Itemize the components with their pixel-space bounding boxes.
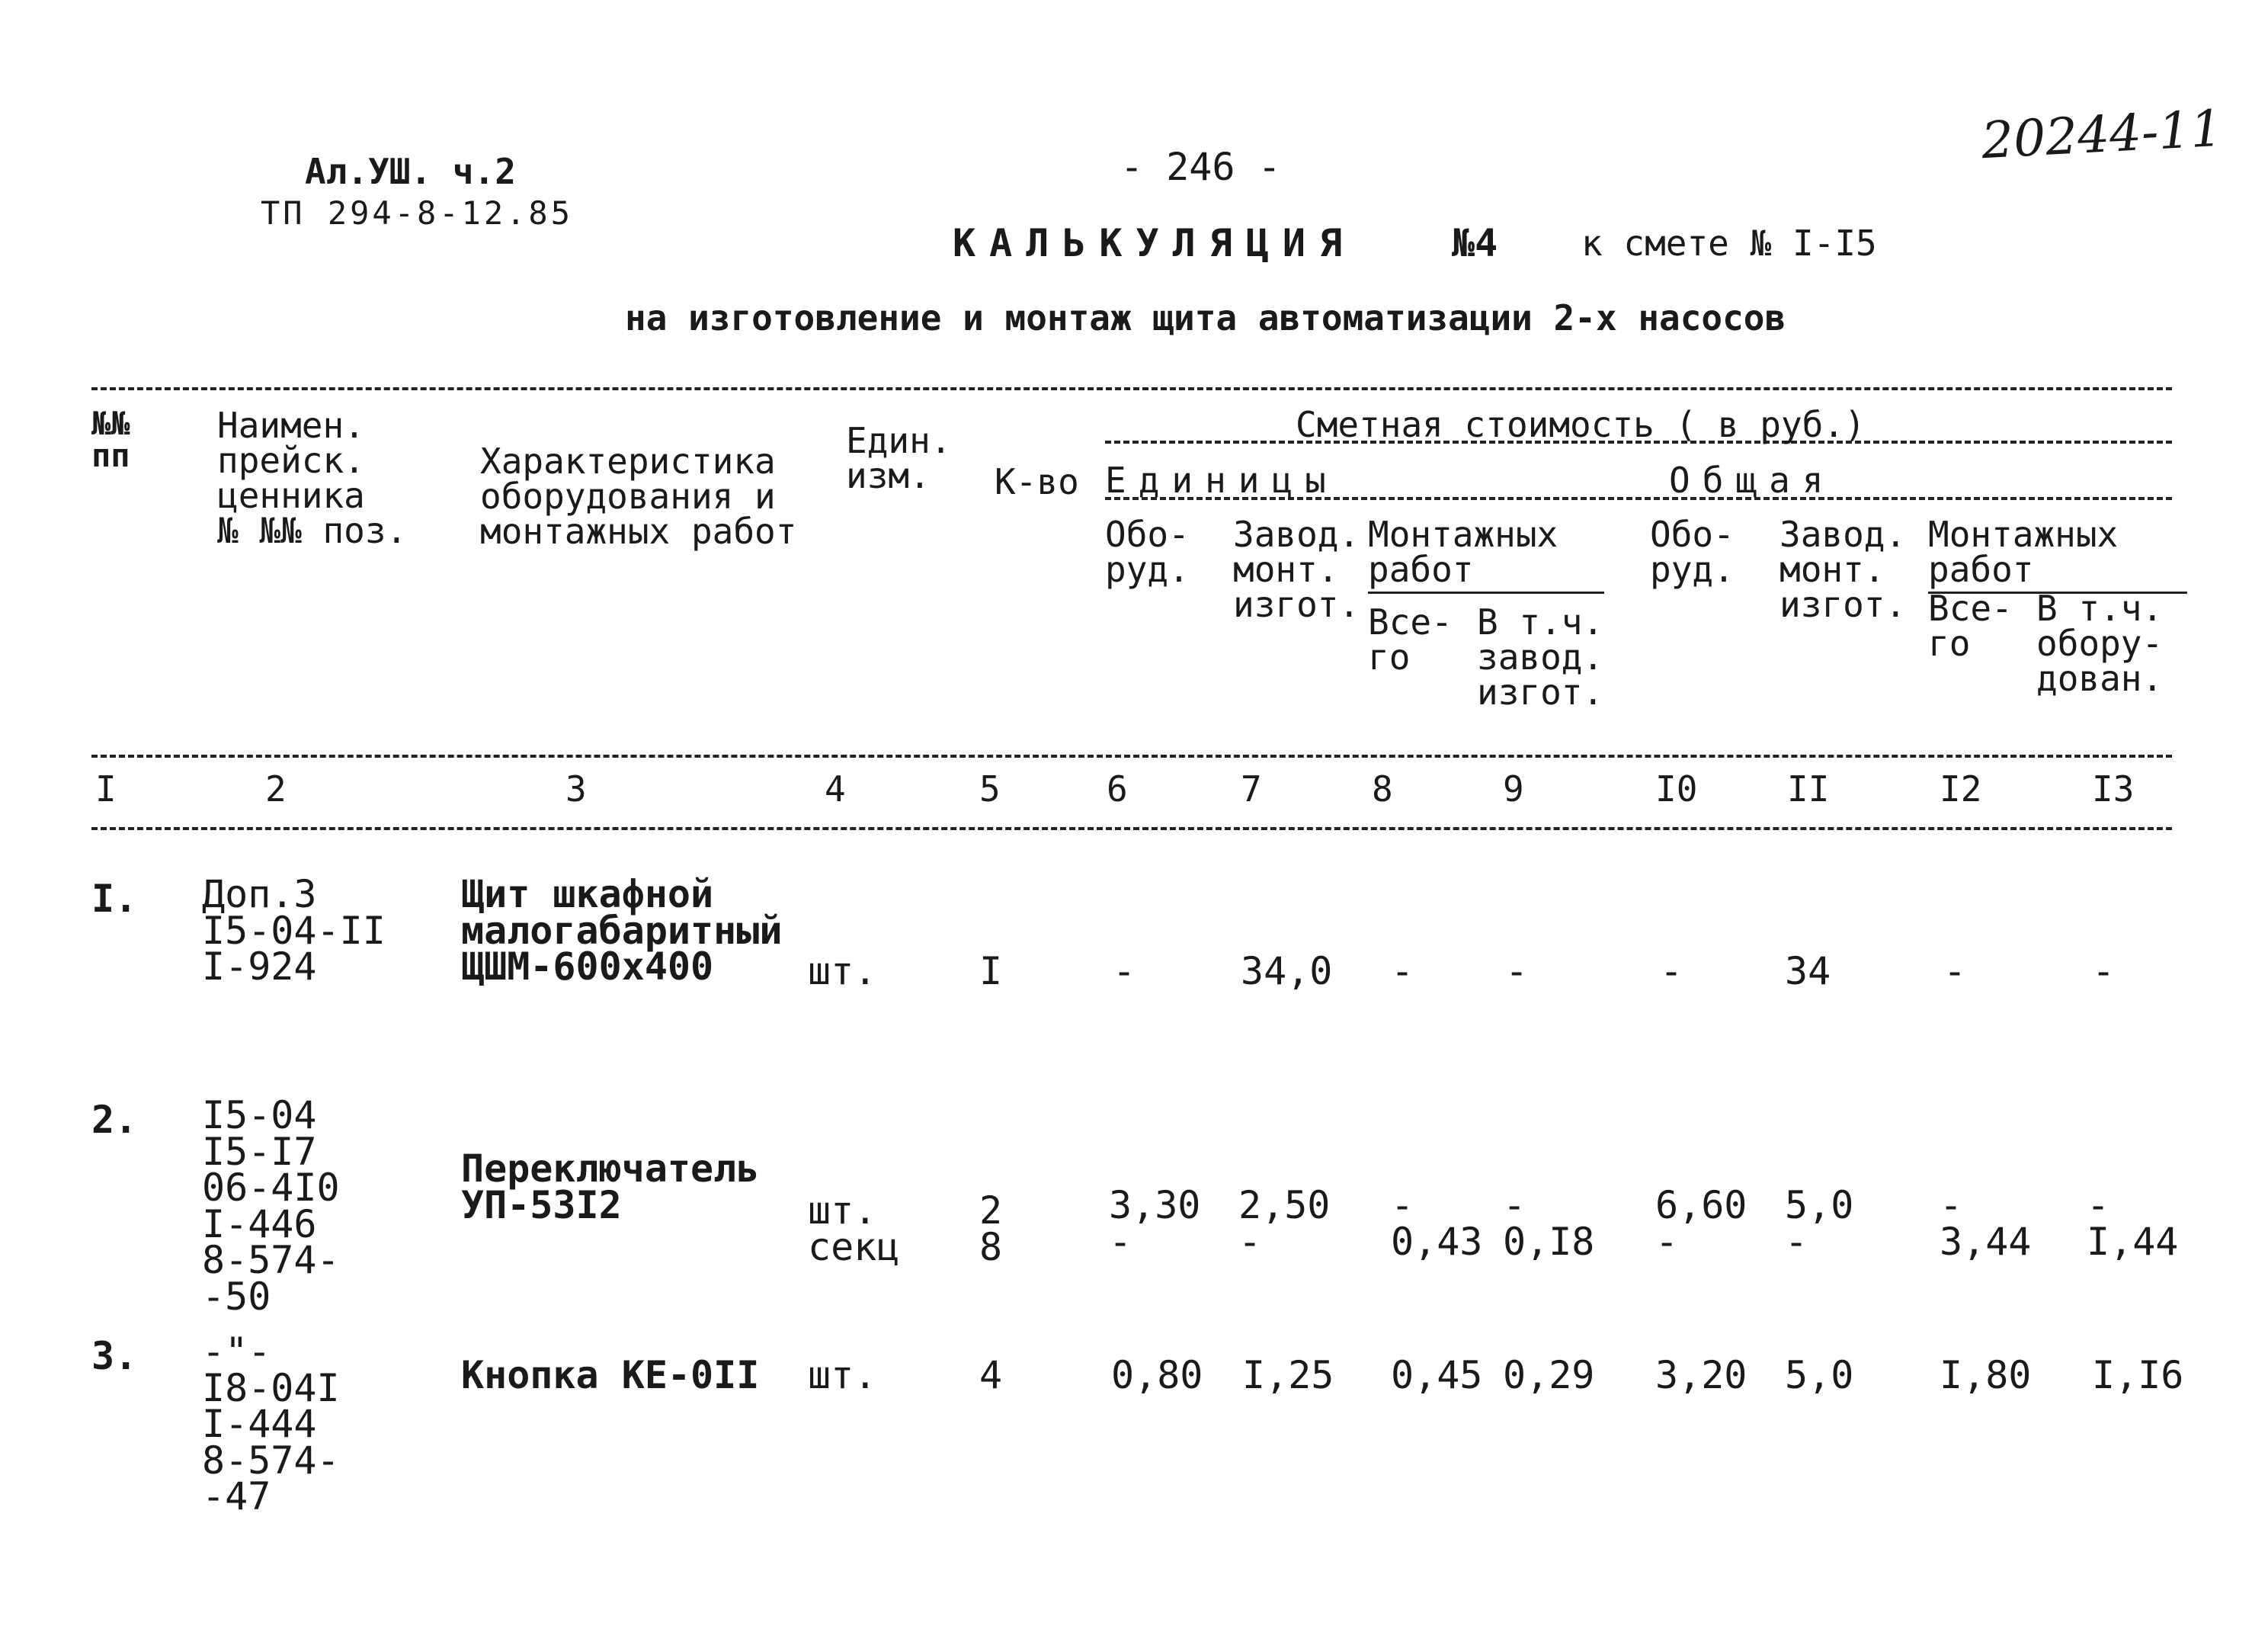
- header-col-qty: К-во: [995, 461, 1079, 502]
- row-c10: 3,20: [1655, 1353, 1747, 1397]
- calc-number: №4: [1452, 221, 1498, 265]
- row-description: Кнопка КЕ-0II: [461, 1353, 760, 1397]
- row-number: 3.: [91, 1334, 138, 1378]
- row-c13: -: [2092, 949, 2116, 993]
- colnum-1: I: [95, 768, 117, 810]
- row-c8: - 0,43: [1391, 1183, 1483, 1264]
- row-c13: - I,44: [2087, 1183, 2179, 1264]
- row-unit: шт. секц: [808, 1188, 900, 1269]
- row-c10: -: [1660, 949, 1683, 993]
- colnum-rule: [91, 827, 2172, 830]
- colnum-10: I0: [1655, 768, 1698, 810]
- unit-mount-rule: [1368, 592, 1604, 594]
- row-c9: -: [1505, 949, 1529, 993]
- row-c10: 6,60 -: [1655, 1183, 1747, 1264]
- row-code: Доп.3 I5-04-II I-924: [202, 872, 386, 989]
- colnum-2: 2: [265, 768, 287, 810]
- colnum-4: 4: [825, 768, 846, 810]
- colnum-8: 8: [1372, 768, 1393, 810]
- row-c7: 2,50 -: [1238, 1183, 1331, 1264]
- header-total-mount-incl: В т.ч. обору- дован.: [2036, 588, 2164, 699]
- colnum-6: 6: [1107, 768, 1128, 810]
- colnum-5: 5: [979, 768, 1001, 810]
- row-c12: -: [1943, 949, 1967, 993]
- header-col-code: Наимен. прейск. ценника № №№ поз.: [217, 405, 408, 551]
- row-unit: шт.: [808, 1353, 877, 1397]
- header-unit-mount-total: Все- го: [1368, 601, 1453, 678]
- row-c8: -: [1391, 949, 1414, 993]
- header-cost-group: Сметная стоимость ( в руб.): [1296, 404, 1866, 445]
- header-unit-mount: Монтажных работ: [1368, 514, 1558, 590]
- row-code: -"- I8-04I I-444 8-574- -47: [202, 1329, 340, 1518]
- estimate-ref: к смете № I-I5: [1581, 223, 1877, 264]
- row-c9: - 0,I8: [1503, 1183, 1595, 1264]
- header-col-unit: Един. изм.: [846, 420, 952, 496]
- row-qty: I: [979, 949, 1003, 993]
- header-col-num: №№ пп: [91, 405, 130, 474]
- colnum-12: I2: [1940, 768, 1982, 810]
- header-total-mount: Монтажных работ: [1928, 514, 2119, 590]
- colnum-11: II: [1787, 768, 1830, 810]
- row-unit: шт.: [808, 949, 877, 993]
- row-c6: 0,80: [1111, 1353, 1203, 1397]
- table-top-rule: [91, 387, 2172, 390]
- row-code: I5-04 I5-I7 06-4I0 I-446 8-574- -50: [202, 1093, 340, 1319]
- header-unit-equip: Обо- руд.: [1105, 514, 1190, 590]
- header-total-group: Общая: [1669, 460, 1836, 501]
- row-c7: 34,0: [1241, 949, 1333, 993]
- row-number: I.: [91, 877, 138, 921]
- row-c7: I,25: [1242, 1353, 1334, 1397]
- row-c11: 34: [1785, 949, 1831, 993]
- subtitle: на изготовление и монтаж щита автоматизации 2-х насосов: [625, 297, 1786, 338]
- header-col-desc: Характеристика оборудования и монтажных работ: [480, 441, 797, 552]
- doc-code: Ал.УШ. ч.2: [305, 151, 516, 192]
- project-code: ТП 294-8-12.85: [261, 194, 574, 232]
- header-bottom-rule: [91, 755, 2172, 758]
- header-total-factory: Завод. монт. изгот.: [1779, 514, 1907, 625]
- page-number: - 246 -: [1120, 145, 1281, 189]
- header-total-equip: Обо- руд.: [1650, 514, 1735, 590]
- row-qty: 4: [979, 1353, 1003, 1397]
- row-c12: - 3,44: [1940, 1183, 2032, 1264]
- row-description: Щит шкафной малогабаритный ЩШМ-600х400: [461, 872, 783, 989]
- row-qty: 2 8: [979, 1188, 1003, 1269]
- row-c13: I,I6: [2092, 1353, 2184, 1397]
- row-c11: 5,0: [1785, 1353, 1854, 1397]
- colnum-7: 7: [1241, 768, 1262, 810]
- header-unit-mount-incl: В т.ч. завод. изгот.: [1477, 601, 1604, 713]
- calc-title: КАЛЬКУЛЯЦИЯ: [953, 221, 1357, 265]
- colnum-9: 9: [1503, 768, 1524, 810]
- row-c11: 5,0 -: [1785, 1183, 1854, 1264]
- row-c9: 0,29: [1503, 1353, 1595, 1397]
- header-unit-factory: Завод. монт. изгот.: [1233, 514, 1360, 625]
- row-c8: 0,45: [1391, 1353, 1483, 1397]
- row-c6: -: [1113, 949, 1136, 993]
- colnum-3: 3: [565, 768, 587, 810]
- row-c6: 3,30 -: [1109, 1183, 1201, 1264]
- row-number: 2.: [91, 1098, 138, 1142]
- handwritten-number: 20244-11: [1980, 98, 2225, 171]
- row-c12: I,80: [1940, 1353, 2032, 1397]
- row-description: Переключатель УП-53I2: [461, 1146, 760, 1227]
- header-unit-group: Единицы: [1105, 460, 1338, 501]
- header-total-mount-total: Все- го: [1928, 588, 2013, 664]
- colnum-13: I3: [2092, 768, 2135, 810]
